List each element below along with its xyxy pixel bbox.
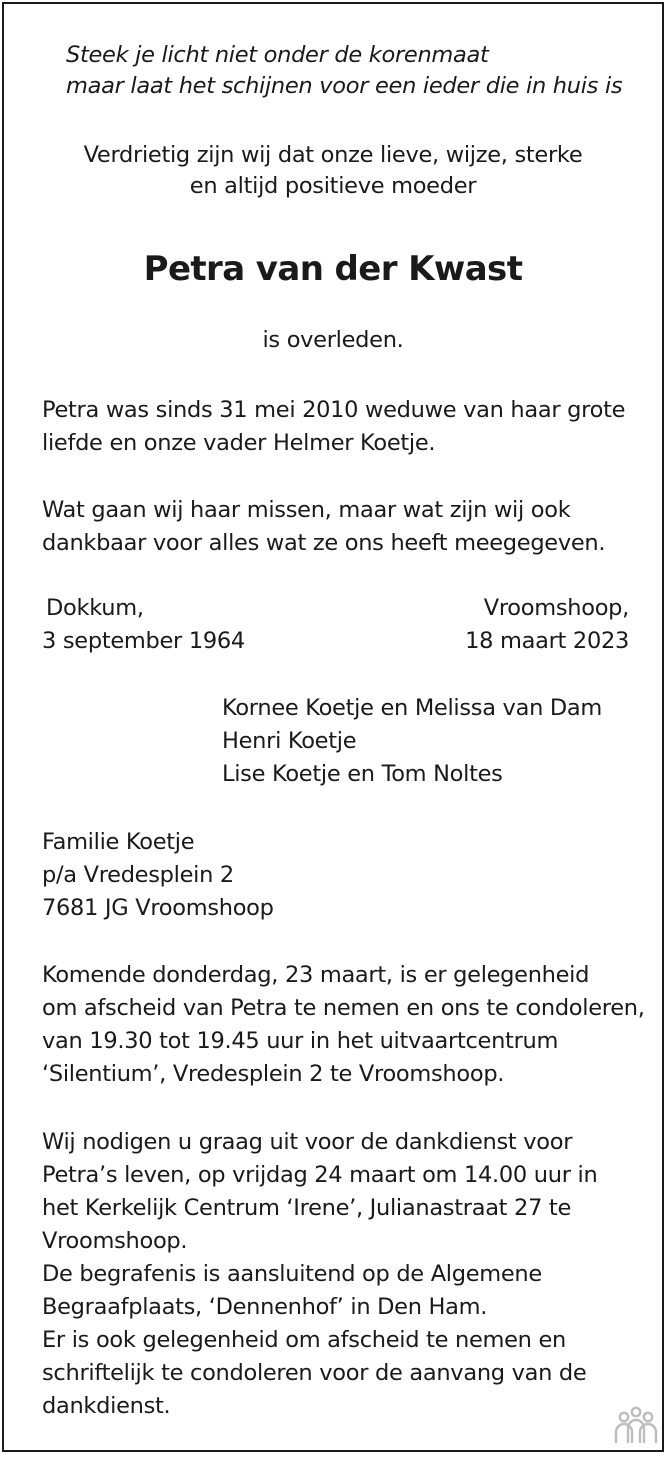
- paragraph-line: De begrafenis is aansluitend op de Algemene: [42, 1261, 542, 1287]
- paragraph-line: van 19.30 tot 19.45 uur in het uitvaartcentrum: [42, 1028, 559, 1054]
- passed-away-text: is overleden.: [262, 327, 404, 353]
- people-group-icon: [612, 1404, 660, 1444]
- family-address: [42, 826, 274, 925]
- death-place: Vroomshoop,: [483, 595, 629, 621]
- paragraph-line: ‘Silentium’, Vredesplein 2 te Vroomshoop.: [42, 1061, 505, 1087]
- deceased-name: Petra van der Kwast: [143, 249, 523, 289]
- address-line: Familie Koetje: [42, 829, 195, 855]
- address-line: 7681 JG Vroomshoop: [42, 895, 274, 921]
- paragraph-line: Vroomshoop.: [42, 1228, 188, 1254]
- address-line: p/a Vredesplein 2: [42, 862, 234, 888]
- paragraph-line: Petra’s leven, op vrijdag 24 maart om 14.00 uur in: [42, 1162, 598, 1188]
- service-paragraph: [42, 1126, 597, 1423]
- child-entry: Lise Koetje en Tom Noltes: [222, 761, 503, 787]
- paragraph-line: Komende donderdag, 23 maart, is er gelegenheid: [42, 962, 590, 988]
- missing-paragraph: [42, 494, 605, 560]
- birth-place: Dokkum,: [46, 595, 144, 621]
- condolence-paragraph: [42, 959, 645, 1091]
- birth-date: 3 september 1964: [42, 628, 245, 654]
- paragraph-line: liefde en onze vader Helmer Koetje.: [42, 430, 436, 456]
- child-entry: Henri Koetje: [222, 728, 357, 754]
- birth-info: [42, 592, 245, 658]
- paragraph-line: Petra was sinds 31 mei 2010 weduwe van haar grote: [42, 397, 626, 423]
- intro-line: Verdrietig zijn wij dat onze lieve, wijze, sterke: [83, 142, 583, 168]
- paragraph-line: dankdienst.: [42, 1393, 171, 1419]
- paragraph-line: Begraafplaats, ‘Dennenhof’ in Den Ham.: [42, 1294, 488, 1320]
- children-list: [222, 692, 602, 791]
- relationship-paragraph: [42, 394, 625, 460]
- paragraph-line: Wat gaan wij haar missen, maar wat zijn wij ook: [42, 497, 571, 523]
- obituary-card: [2, 2, 664, 1452]
- motto: [66, 40, 622, 102]
- motto-line: maar laat het schijnen voor een ieder die in huis is: [66, 73, 623, 99]
- motto-line: Steek je licht niet onder de korenmaat: [66, 42, 489, 68]
- paragraph-line: om afscheid van Petra te nemen en ons te condoleren,: [42, 995, 645, 1021]
- intro-line: en altijd positieve moeder: [189, 173, 477, 199]
- paragraph-line: het Kerkelijk Centrum ‘Irene’, Julianastraat 27 te: [42, 1195, 571, 1221]
- death-date: 18 maart 2023: [465, 628, 629, 654]
- death-info: [465, 592, 629, 658]
- paragraph-line: Wij nodigen u graag uit voor de dankdienst voor: [42, 1129, 573, 1155]
- intro-text: [4, 140, 662, 202]
- paragraph-line: dankbaar voor alles wat ze ons heeft meegegeven.: [42, 530, 606, 556]
- paragraph-line: Er is ook gelegenheid om afscheid te nemen en: [42, 1327, 566, 1353]
- child-entry: Kornee Koetje en Melissa van Dam: [222, 695, 603, 721]
- paragraph-line: schriftelijk te condoleren voor de aanvang van de: [42, 1360, 587, 1386]
